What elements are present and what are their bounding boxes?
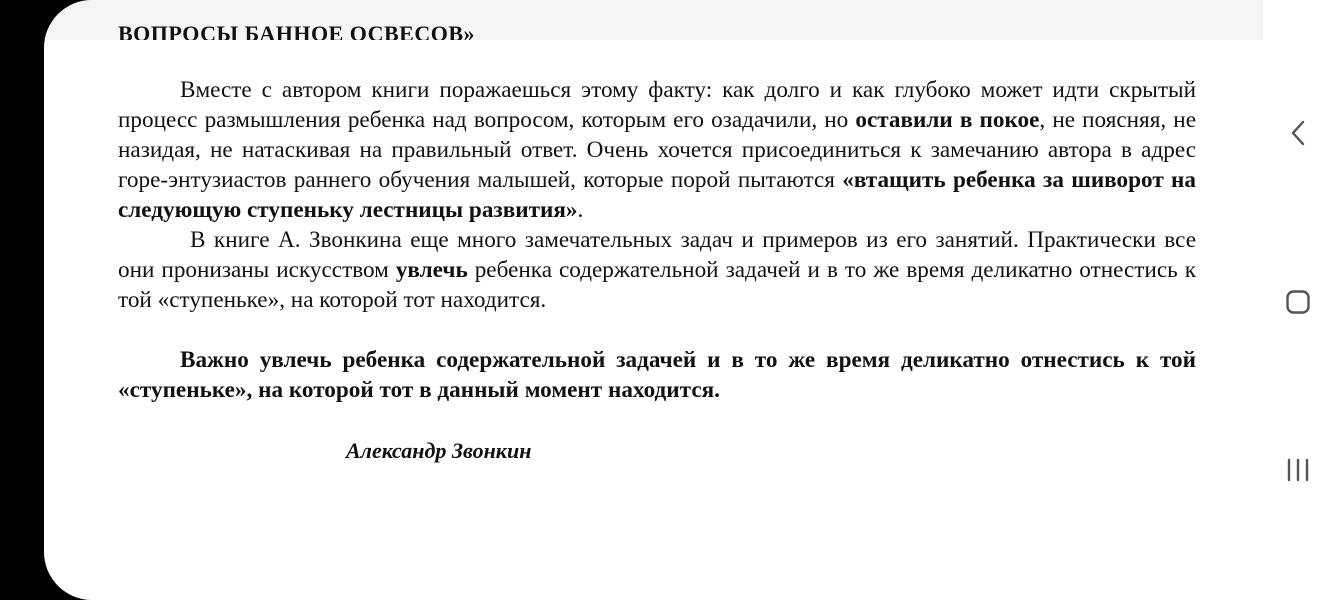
home-icon xyxy=(1284,288,1312,316)
author-block xyxy=(118,436,1196,466)
document-text xyxy=(118,75,1196,466)
paragraph-2-text-b: ребенка содержательной задачей и в то же время деликатно отнестись к той «ступеньке», на которой тот находится. xyxy=(118,257,1196,313)
clipped-heading: ВОПРОСЫ БАННОЕ ОСВЕСОВ» xyxy=(118,21,476,40)
recent-apps-icon xyxy=(1285,457,1311,483)
home-button[interactable] xyxy=(1263,272,1332,332)
paragraph-2-text-a: В книге А. Звонкина еще много замечательных задач и примеров из его занятий. Практически все они пронизаны искусством xyxy=(118,227,1196,283)
paragraph-spacer xyxy=(118,315,1196,345)
summary-statement: Важно увлечь ребенка содержательной задачей и в то же время деликатно отнестись к той «ступеньке», на которой тот в данный момент находится. xyxy=(118,347,1196,403)
paragraph-1-bold-b: «втащить ребенка за шиворот на следующую ступеньку лестницы развития» xyxy=(118,167,1196,223)
recent-apps-button[interactable] xyxy=(1263,440,1332,500)
navigation-bar xyxy=(1263,0,1332,600)
top-bar xyxy=(44,0,1263,40)
document-page[interactable] xyxy=(44,0,1263,600)
paragraph-1-text-a: Вместе с автором книги поражаешься этому факту: как долго и как глубоко может идти скрытый процесс размышления ребенка над вопросом, которым его озадачили, но xyxy=(118,77,1196,133)
back-icon xyxy=(1288,119,1308,147)
paragraph-2 xyxy=(118,225,1196,315)
paragraph-1-text-b: , не поясняя, не назидая, не натаскивая на правильный ответ. Очень хочется присоединиться к замечанию автора в адрес горе-энтузиастов раннего обучения малышей, которые порой пытаются xyxy=(118,107,1196,193)
paragraph-1 xyxy=(118,75,1196,225)
paragraph-1-bold-a: оставили в покое xyxy=(855,107,1040,133)
back-button[interactable] xyxy=(1263,103,1332,163)
paragraph-1-text-c: . xyxy=(577,197,584,223)
paragraph-2-bold-a: увлечь xyxy=(395,257,468,283)
author-name: Александр Звонкин xyxy=(346,438,532,463)
